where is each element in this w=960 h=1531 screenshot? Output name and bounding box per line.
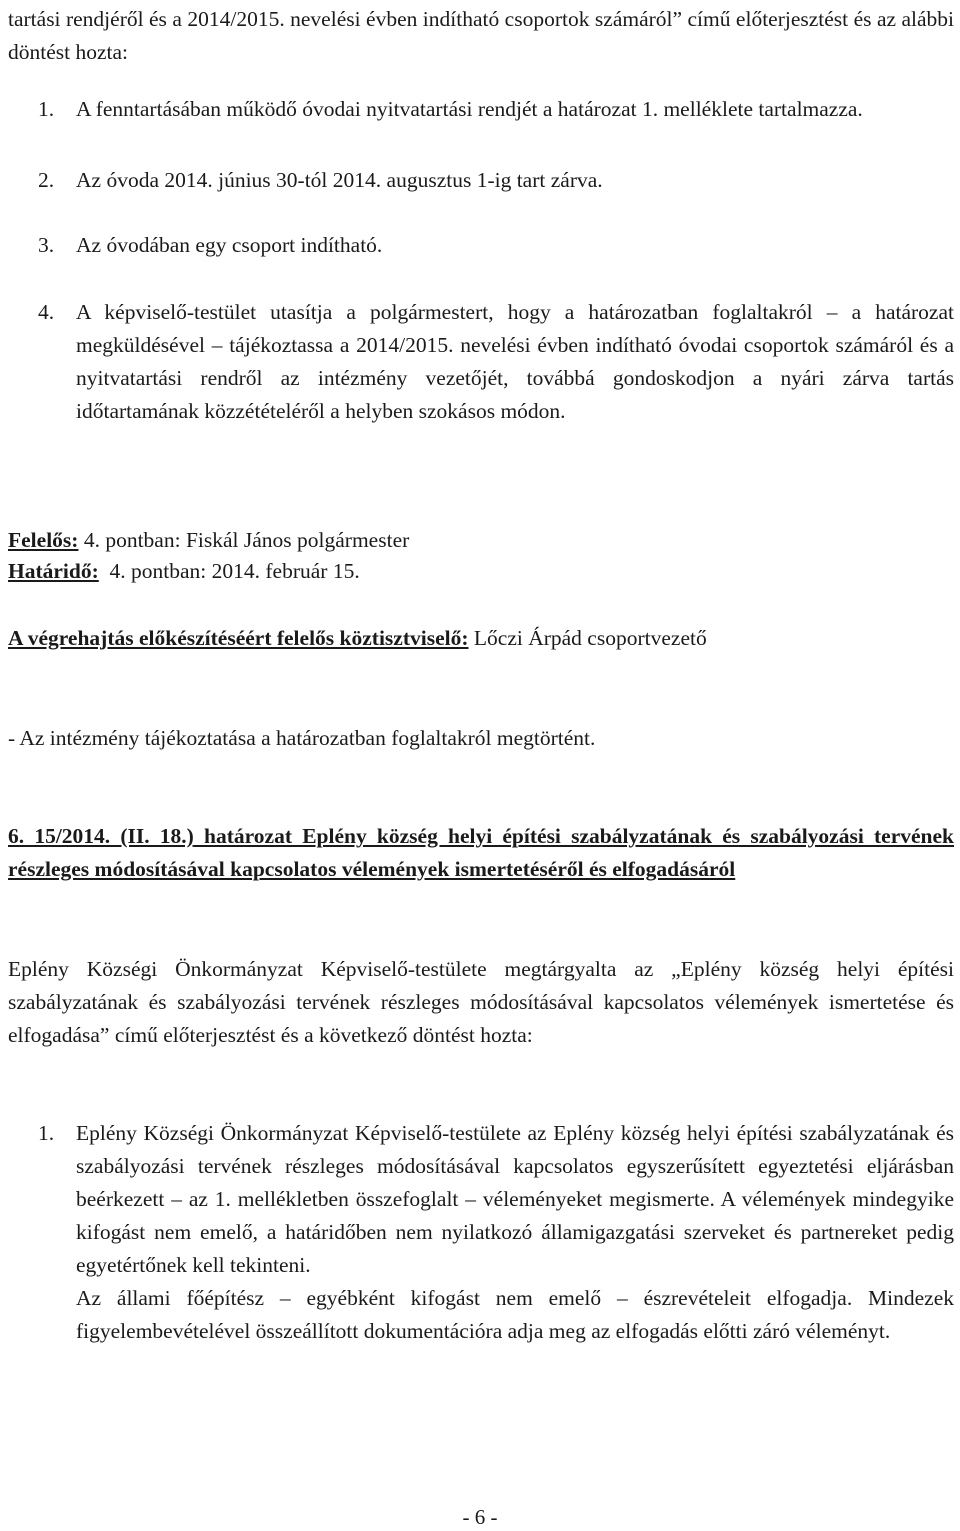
item-number: 2. xyxy=(38,168,55,192)
deadline-label: Határidő: xyxy=(8,559,99,583)
resolution-intro-text: Eplény Községi Önkormányzat Képviselő-testülete megtárgyalta az „Eplény község helyi építési szabályzatának és szabályozási tervének részleges módosításával kapcsolatos vélemények ismertetése és elfogadása” című előterjesztést és a következő döntést hozta: xyxy=(8,957,954,1047)
item-number: 1. xyxy=(38,1121,55,1145)
item-text-part-2: Az állami főépítész – egyébként kifogást nem emelő – észrevételeit elfogadja. Mindezek figyelembevételével összeállított dokumentációra adja meg az elfogadás előtti záró véleményt. xyxy=(76,1286,954,1343)
decision-item-2 xyxy=(38,164,954,197)
responsible-value: 4. pontban: Fiskál János polgármester xyxy=(78,528,410,552)
report-note xyxy=(8,722,954,755)
preparer-label: A végrehajtás előkészítéséért felelős köztisztviselő: xyxy=(8,626,469,650)
responsible-line xyxy=(8,524,954,557)
resolution-number: 6. 15/2014. (II. 18.) xyxy=(8,824,194,848)
preparer-line xyxy=(8,622,954,655)
page-number: - 6 - xyxy=(462,1505,498,1529)
resolution-intro xyxy=(8,953,954,1052)
deadline-value: 4. pontban: 2014. február 15. xyxy=(98,559,360,583)
item-text-part-1: Eplény Községi Önkormányzat Képviselő-testülete az Eplény község helyi építési szabályzatának és szabályozási tervének részleges módosításával kapcsolatos egyszerűsített egyeztetési eljárásban beérkezett – az 1. mellékletben összefoglalt – véleményeket megismerte. A vélemények mindegyike kifogást nem emelő, a határidőben nem nyilatkozó államigazgatási szerveket és partnereket pedig egyetértőnek kell tekinteni. xyxy=(76,1121,954,1277)
deadline-line xyxy=(8,555,954,588)
resolution-heading xyxy=(8,820,954,886)
item-number: 3. xyxy=(38,233,55,257)
decision-item-1 xyxy=(38,93,954,126)
item-text: Az óvoda 2014. június 30-tól 2014. augusztus 1-ig tart zárva. xyxy=(76,168,603,192)
decision-item-3 xyxy=(38,229,954,262)
item-number: 4. xyxy=(38,300,55,324)
decision-item-4 xyxy=(38,296,954,428)
preparer-value: Lőczi Árpád csoportvezető xyxy=(468,626,707,650)
report-note-text: - Az intézmény tájékoztatása a határozatban foglaltakról megtörtént. xyxy=(8,726,596,750)
item-text: A képviselő-testület utasítja a polgármestert, hogy a határozatban foglaltakról – a határozat megküldésével – tájékoztassa a 2014/2015. nevelési évben indítható óvodai csoportok számáról és a nyitvatartási rendről az intézmény vezetőjét, továbbá gondoskodjon a nyári zárva tartás időtartamának közzétételéről a helyben szokásos módon. xyxy=(76,300,954,423)
intro-text: tartási rendjéről és a 2014/2015. nevelési évben indítható csoportok számáról” című előterjesztést és az alábbi döntést hozta: xyxy=(8,7,954,64)
resolution-item-1 xyxy=(38,1117,954,1348)
responsible-label: Felelős: xyxy=(8,528,79,552)
resolution-title: határozat Eplény község helyi építési szabályzatának és szabályozási tervének részleges módosításával kapcsolatos vélemények ismertetéséről és elfogadásáról xyxy=(8,824,954,881)
item-number: 1. xyxy=(38,97,55,121)
item-text: A fenntartásában működő óvodai nyitvatartási rendjét a határozat 1. melléklete tartalmazza. xyxy=(76,97,863,121)
item-text: Az óvodában egy csoport indítható. xyxy=(76,233,383,257)
intro-paragraph xyxy=(8,3,954,69)
